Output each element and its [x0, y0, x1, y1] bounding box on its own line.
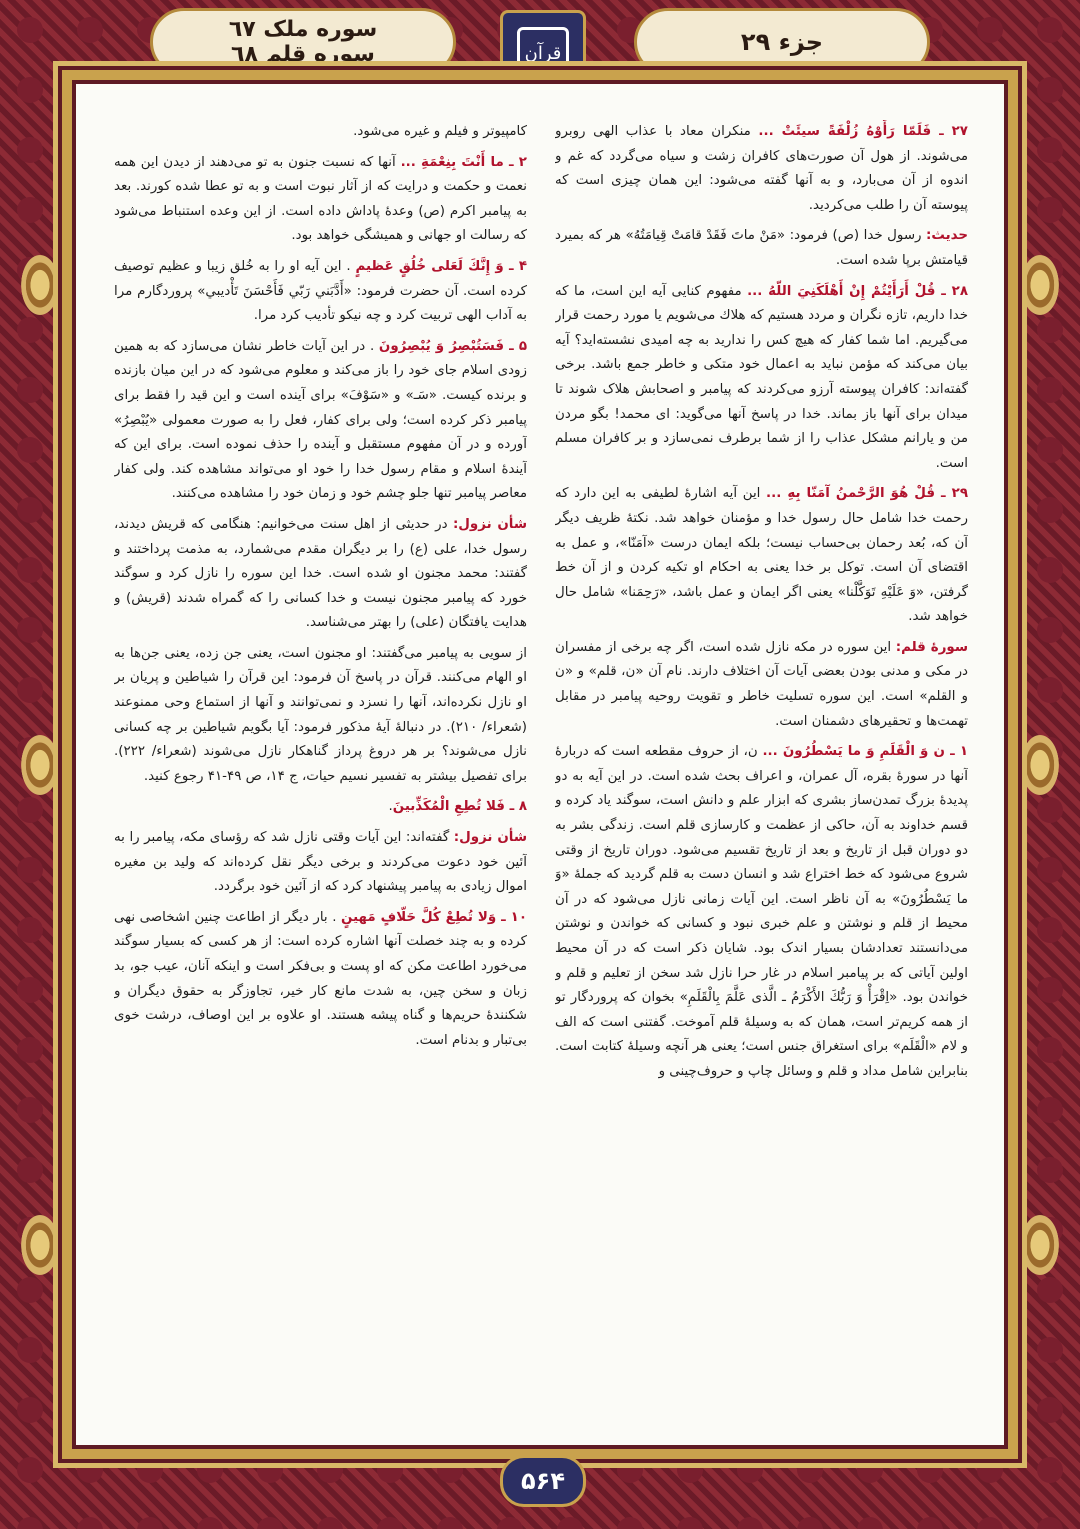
page-number: ۵۶۴: [500, 1455, 586, 1507]
commentary-text: كامپيوتر و فيلم و غيره مى‌شود.: [353, 124, 527, 139]
verse-heading: سورهٔ قلم:: [895, 639, 968, 655]
verse-heading: ۲۸ ـ قُلْ أَرَأَيْتُمْ إِنْ أَهْلَكَنِيَ اللّهُ ...: [747, 283, 968, 299]
paragraph: [114, 151, 527, 249]
verse-heading: ۴ ـ وَ إِنَّكَ لَعَلى خُلُقٍ عَظيمٍ: [355, 258, 527, 274]
commentary-text: اين سوره در مكه نازل شده است، اگر چه برخى از مفسران در مكى و مدنى بودن بعضى آيات آن اختلاف دارند. نام آن «ن، قلم» و «ن و القلم» است. اين سوره تسليت خاطر و تقويت روحيه پيامبر در مقابل تهمت‌ها و تحقيرهاى دشمنان است.: [555, 639, 968, 729]
verse-heading: ۱۰ ـ وَلا تُطِعْ كُلَّ حَلّافٍ مَهينٍ: [341, 909, 527, 925]
paragraph: [555, 482, 968, 630]
verse-heading: ۲۹ ـ قُلْ هُوَ الرَّحْمنُ آمَنّا بِهِ ...: [766, 486, 968, 502]
commentary-text: . در اين آيات خاطر نشان مى‌سازد كه به همين زودى اسلام جاى خود را باز مى‌كند و معلوم مى‌شود كه در اين ميان بازنده و برنده كيست. «سَـ» و «سَوْفَ» براى آينده است و اين قيد را فقط براى پيامبر ذكر كرده است؛ ولى براى كفار، فعل را به صورت معمولى «يُبْصِرُ» آورده و در آن مفهوم مستقبل و آينده را حذف نموده است. براى اين كه آيندهٔ اسلام و مقام رسول خدا را خود او مى‌تواند مشاهده كند. ولى كفار معاصر پيامبر تنها جلو چشم خود و زمان خود را مشاهده مى‌كنند.: [114, 338, 527, 502]
verse-heading: ۸ ـ فَلا تُطِعِ الْمُكَذِّبينَ: [392, 799, 527, 815]
commentary-text: گفته‌اند: اين آيات وقتى نازل شد كه رؤساى مكه، پيامبر را به آئين خود دعوت مى‌كردند و برخى ديگر نقل كرده‌اند كه وليد بن مغيره اموال زيادى به پيامبر پيشنهاد كرد كه از آئين خود برگردد.: [114, 830, 527, 895]
commentary-text: مفهوم كنايى آيه اين است، ما كه خدا داريم، تازه نگران و مردد هستيم كه هلاك مى‌شويم يا مورد رحمت قرار مى‌گيريم. اما شما كفار كه هيچ كس را نداريد به چه اميدى نشسته‌ايد؟ آيه بيان مى‌كند كه مؤمن نبايد به اعمال خود متكى و خاطر جمع باشد. برخى گفته‌اند: كافران پيوسته آرزو مى‌كردند كه پيامبر و اصحابش هلاک شوند تا ميدان براى آنها باز بماند. خدا در پاسخ آنها مى‌گويد: اى محمد! بگو مردن من و يارانم مشكل عذاب را از شما برطرف نمى‌سازد و بر كافران مسلم است.: [555, 283, 968, 471]
verse-heading: حديث:: [926, 228, 968, 244]
commentary-text: . اين آيه او را به خُلق زيبا و عظيم توصيف كرده است. آن حضرت فرمود: «أَدَّبَني رَبّي فَأَحْسَنَ تَأْديبي» پروردگارم مرا به آداب الهى تربيت كرد و چه نيكو تأديب كرد مرا.: [114, 258, 527, 324]
surah-title-qalam: سوره قلم ٦٨: [231, 42, 375, 67]
ornament-medallion-left-mid: [18, 730, 62, 800]
verse-heading: ۵ ـ فَسَتُبْصِرُ وَ يُبْصِرُونَ: [378, 338, 527, 354]
paragraph: [114, 255, 527, 329]
paragraph: [114, 795, 527, 820]
paragraph: [555, 636, 968, 734]
paragraph: [114, 642, 527, 790]
page-content: [112, 120, 968, 1409]
commentary-text: آنها كه نسبت جنون به تو مى‌دهند از ديدن اين همه نعمت و حكمت و درايت كه از آثار نبوت است و به تو عطا شده كورند. بعد به پيامبر اكرم (ص) وعدهٔ پاداش داده است. از اين وعده استنباط مى‌شود كه رسالت او جهانى و هميشگى خواهد بود.: [114, 154, 527, 244]
paragraph: [555, 280, 968, 477]
paragraph: [114, 335, 527, 507]
left-column: [114, 120, 527, 1409]
verse-heading: شأن نزول:: [453, 830, 527, 846]
ornament-medallion-right-bottom: [1018, 1210, 1062, 1280]
verse-heading: شأن نزول:: [452, 516, 527, 532]
surah-title-mulk: سوره ملک ٦٧: [228, 16, 378, 42]
ornament-medallion-left-top: [18, 250, 62, 320]
paragraph: [555, 740, 968, 1084]
paragraph: [114, 906, 527, 1054]
verse-heading: ۲۷ ـ فَلَمّا رَأَوْهُ زُلْفَةً سيئَتْ ...: [758, 124, 968, 139]
ornament-medallion-right-mid: [1018, 730, 1062, 800]
commentary-text: از سويى به پيامبر مى‌گفتند: او مجنون است، يعنى جن زده، يعنى جن‌ها به او الهام مى‌كنند. قرآن در پاسخ آن فرمود: اين قرآن را شياطين و پريان بر او نازل نكرده‌اند، آنها را نسزد و نمى‌توانند و آنها از استماع وحى ممنوعند (شعراء/ ۲۱۰). در دنبالهٔ آيهٔ مذكور فرمود: آيا بگويم شياطين بر چه كسانى نازل مى‌شوند؟ بر هر دروغ پرداز گناهكار نازل مى‌شوند (شعراء/ ۲۲۲). براى تفصيل بيشتر به تفسير نسيم حيات، ج ۱۴، ص ۴۹-۴۱ رجوع كنيد.: [114, 645, 527, 784]
logo-mark: قرآن: [517, 27, 569, 79]
commentary-text: در حديثى از اهل سنت مى‌خوانيم: هنگامى كه قريش ديدند، رسول خدا، على (ع) را بر ديگران مقدم مى‌شمارد، به مذمت پرداختند و گفتند: محمد مجنون او شده است. خدا اين سوره را نازل كرد و سوگند خورد كه پيامبر مجنون نيست و خدا كسانى را كه گمراه شدند (قريش) و هدايت يافتگان (على) را بهتر مى‌شناسد.: [114, 516, 527, 631]
surah-titles: [150, 8, 456, 76]
verse-heading: ۱ ـ ن وَ الْقَلَمِ وَ ما يَسْطُرُونَ ...: [762, 744, 968, 760]
commentary-text: منكران معاد با عذاب الهى روبرو مى‌شوند. از هول آن صورت‌هاى كافران زشت و سياه مى‌گردد كه غم و اندوه از آن مى‌بارد، و به آنها گفته مى‌شود: اين همان چيزى است كه پيوسته آن را طلب مى‌كرديد.: [555, 124, 968, 213]
ornament-medallion-left-bottom: [18, 1210, 62, 1280]
ornament-medallion-right-top: [1018, 250, 1062, 320]
paragraph: [114, 513, 527, 636]
commentary-text: . بار ديگر از اطاعت چنين اشخاصى نهى كرده و به چند خصلت آنها اشاره كرده است: از هر كسى كه بسيار سوگند مى‌خورد اطاعت مكن كه او پست و بى‌فكر است و اينكه آنان، عيب جو، بد زبان و سخن چين، به شدت مانع كار خير، تجاوزگر به حقوق ديگران و شكنندهٔ حريم‌ها و گناه پيشه هستند. او علاوه بر اين اوصاف، درشت خوى بى‌تبار و بدنام است.: [114, 909, 527, 1048]
commentary-text: اين آيه اشارهٔ لطيفى به اين دارد كه رحمت خدا شامل حال رسول خدا و مؤمنان خواهد شد. نكتهٔ ظريف ديگر آن كه، بُعد رحمان بى‌حساب نيست؛ بلكه ايمان درست «آمَنّا»، و عمل به اقتضاى آن است. توكل بر خدا يعنى به احكام او تكيه كردن و از آن خط گرفتن، «وَ عَلَيْهِ تَوَكَّلْنا» يعنى اگر ايمان و عمل باشد، «رَحِمَنا» شامل حال خواهد شد.: [555, 486, 968, 625]
commentary-text: .: [388, 799, 393, 815]
paragraph: [114, 826, 527, 900]
commentary-text: رسول خدا (ص) فرمود: «مَنْ ماتَ فَقَدْ قامَتْ قِيامَتُهُ» هر كه بميرد قيامتش برپا شده است.: [555, 228, 968, 268]
paragraph: [555, 120, 968, 218]
commentary-text: ن، از حروف مقطعه است كه دربارهٔ آنها در سورهٔ بقره، آل عمران، و اعراف بحث شده است. در اين آيه به دو پديدهٔ بزرگ تمدن‌ساز بشرى كه ابزار علم و دانش است، سوگند ياد كرده و قسم خداوند به آن، حاكى از عظمت و كارسازى قلم است. زندگى بشر به دو دوران قبل از تاريخ و بعد از تاريخ تقسيم مى‌شود. دوران تاريخ از وقتى شروع مى‌شود كه خط اختراع شد و انسان دست به قلم گرديد كه جملهٔ «وَ ما يَسْطُرُونَ» به آن ناظر است. اين آيات زمانى نازل مى‌شود كه در آن محيط از قلم و نوشتن و علم خبرى نبود و كسانى كه خواندن و نوشتن مى‌دانستند تعدادشان بسيار اندک بود. شايان ذكر است كه در آن محيط اولين آياتى كه بر پيامبر اسلام در غار حرا نازل شد سخن از تعليم و قلم و خواندن بود. «اِقْرَأْ وَ رَبُّكَ الأَكْرَمُ ـ الَّذى عَلَّمَ بِالْقَلَمِ» بخوان كه پروردگار تو از همه كريم‌تر است، همان كه به وسيلهٔ قلم آموخت. گفتنى است كه الف و لام «الْقَلَم» براى استغراق جنس است؛ يعنى هر آنچه وسيلهٔ كتابت است. بنابراين شامل مداد و قلم و وسائل چاپ و حروف‌چينى و: [555, 744, 968, 1079]
verse-heading: ۲ ـ ما أَنْتَ بِنِعْمَةِ ...: [400, 154, 527, 170]
right-column: [555, 120, 968, 1409]
paragraph: [114, 120, 527, 145]
juz-label: جزء ۲۹: [634, 8, 930, 76]
paragraph: [555, 224, 968, 273]
